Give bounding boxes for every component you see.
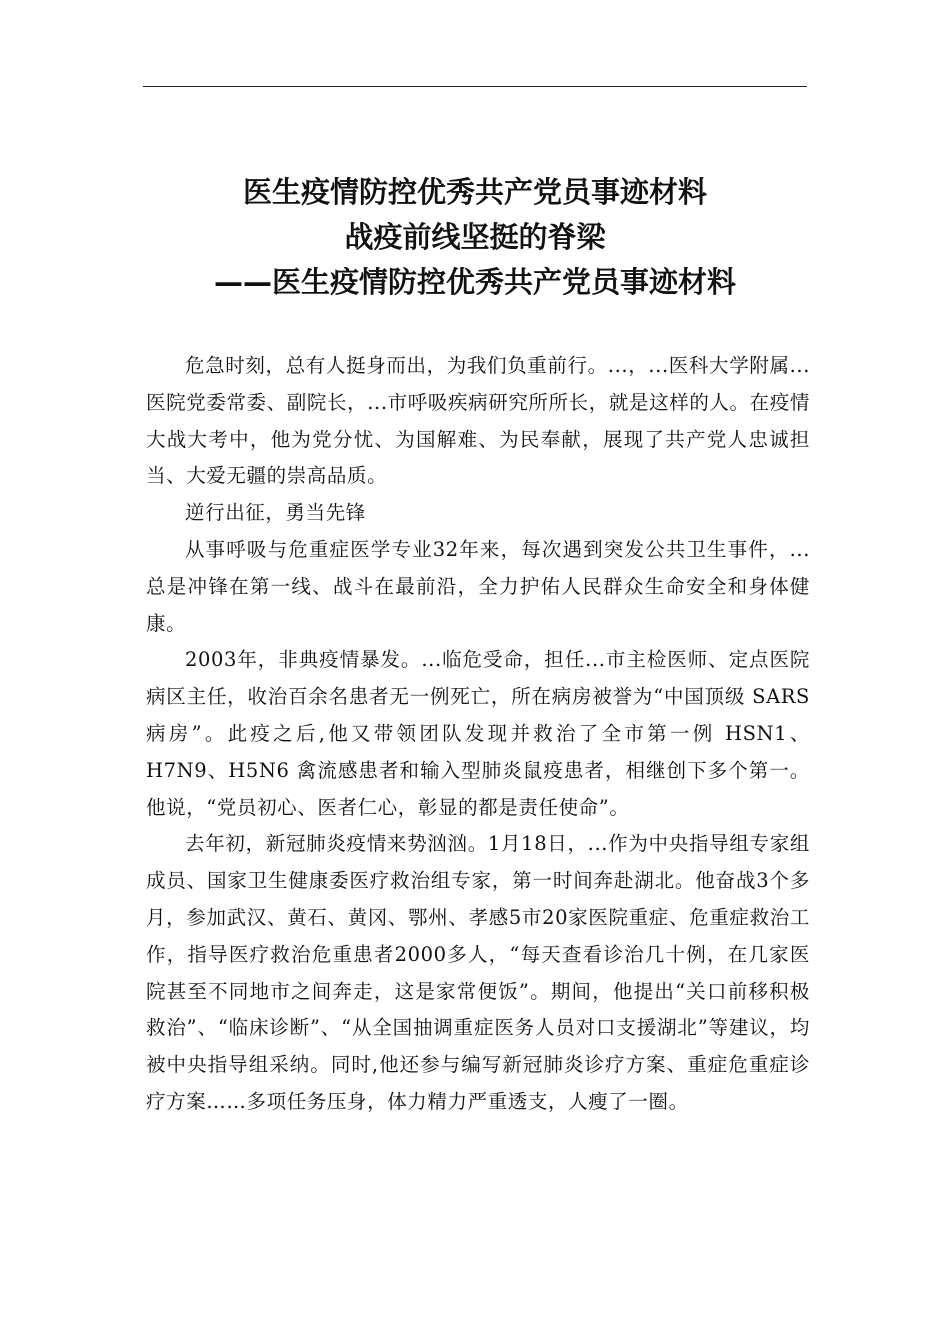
- document-title: 医生疫情防控优秀共产党员事迹材料: [242, 175, 707, 209]
- body-text: [146, 348, 810, 1121]
- paragraph-sars: 2003年，非典疫情暴发。...临危受命，担任...市主检医师、定点医院病区主任，收治百余名患者无一例死亡，所在病房被誉为“中国顶级 SARS 病房”。此疫之后,他又带领团队发现并救治了全市第一例 HSN1、H7N9、H5N6 禽流感患者和输入型肺炎鼠疫患者，相继创下多个第一。他说，“党员初心、医者仁心，彰显的都是责任使命”。: [146, 648, 810, 819]
- document-subtitle-secondary: ——医生疫情防控优秀共产党员事迹材料: [213, 265, 736, 299]
- title-block: [143, 170, 807, 305]
- paragraph-intro: 危急时刻，总有人挺身而出，为我们负重前行。...，...医科大学附属...医院党委常委、副院长，...市呼吸疾病研究所所长，就是这样的人。在疫情大战大考中，他为党分忧、为国解难、为民奉献，展现了共产党人忠诚担当、大爱无疆的崇高品质。: [146, 354, 810, 488]
- section-heading: 逆行出征，勇当先锋: [185, 501, 366, 525]
- paragraph-career: 从事呼吸与危重症医学专业32年来，每次遇到突发公共卫生事件，...总是冲锋在第一线、战斗在最前沿，全力护佑人民群众生命安全和身体健康。: [146, 537, 810, 635]
- header-rule: [143, 86, 807, 87]
- paragraph-covid: 去年初，新冠肺炎疫情来势汹汹。1月18日，...作为中央指导组专家组成员、国家卫生健康委医疗救治组专家，第一时间奔赴湖北。他奋战3个多月，参加武汉、黄石、黄冈、鄂州、孝感5市20家医院重症、危重症救治工作，指导医疗救治危重患者2000多人，“每天查看诊治几十例，在几家医院甚至不同地市之间奔走，这是家常便饭”。期间，他提出“关口前移积极救治”、“临床诊断”、“从全国抽调重症医务人员对口支援湖北”等建议，均被中央指导组采纳。同时,他还参与编写新冠肺炎诊疗方案、重症危重症诊疗方案……多项任务压身，体力精力严重透支，人瘦了一圈。: [146, 832, 810, 1113]
- document-subtitle: 战疫前线坚挺的脊梁: [344, 220, 606, 254]
